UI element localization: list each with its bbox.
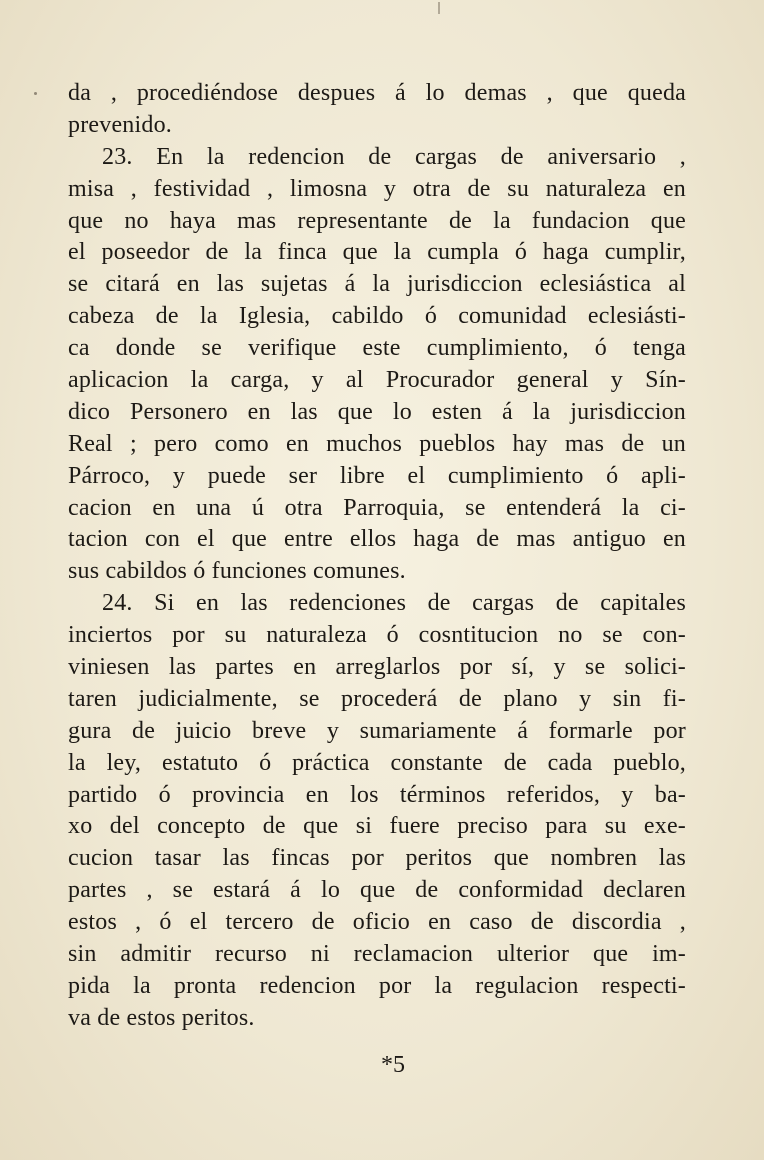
text-line: partido ó provincia en los términos referidos, y ba- xyxy=(68,781,686,808)
body-text xyxy=(68,78,686,1035)
text-line: tacion con el que entre ellos haga de mas antiguo en xyxy=(68,526,686,553)
text-line: da , procediéndose despues á lo demas , que queda xyxy=(68,80,686,106)
text-line: ca donde se verifique este cumplimiento, ó tenga xyxy=(68,335,686,362)
text-line: cabeza de la Iglesia, cabildo ó comunidad eclesiásti- xyxy=(68,303,686,330)
signature-label: *5 xyxy=(381,1052,405,1078)
text-line: la ley, estatuto ó práctica constante de cada pueblo, xyxy=(68,749,686,776)
text-line: misa , festividad , limosna y otra de su naturaleza en xyxy=(68,175,686,202)
text-line: prevenido. xyxy=(68,111,172,138)
ink-speck xyxy=(438,2,440,14)
text-line: partes , se estará á lo que de conformidad declaren xyxy=(68,877,686,904)
text-line: se citará en las sujetas á la jurisdiccion eclesiástica al xyxy=(68,271,686,298)
text-line: cucion tasar las fincas por peritos que nombren las xyxy=(68,845,686,872)
text-line: Real ; pero como en muchos pueblos hay mas de un xyxy=(68,430,686,457)
signature-mark xyxy=(0,1052,764,1079)
text-line: viniesen las partes en arreglarlos por sí, y se solici- xyxy=(68,654,686,681)
text-line: dico Personero en las que lo esten á la jurisdiccion xyxy=(68,398,686,425)
text-line: sus cabildos ó funciones comunes. xyxy=(68,558,406,585)
text-line: cacion en una ú otra Parroquia, se entenderá la ci- xyxy=(68,494,686,521)
text-line: aplicacion la carga, y al Procurador general y Sín- xyxy=(68,367,686,394)
paragraph-start-line: 23. En la redencion de cargas de aniversario , xyxy=(102,143,686,170)
text-line: sin admitir recurso ni reclamacion ulterior que im- xyxy=(68,941,686,968)
text-line: gura de juicio breve y sumariamente á formarle por xyxy=(68,717,686,744)
text-line: que no haya mas representante de la fundacion que xyxy=(68,207,686,234)
text-line: estos , ó el tercero de oficio en caso de discordia , xyxy=(68,909,686,936)
text-line: inciertos por su naturaleza ó cosntitucion no se con- xyxy=(68,622,686,649)
paragraph-start-line: 24. Si en las redenciones de cargas de capitales xyxy=(102,590,686,617)
text-line: Párroco, y puede ser libre el cumplimiento ó apli- xyxy=(68,462,686,489)
text-line: xo del concepto de que si fuere preciso para su exe- xyxy=(68,813,686,840)
text-line: pida la pronta redencion por la regulacion respecti- xyxy=(68,972,686,999)
text-line: el poseedor de la finca que la cumpla ó haga cumplir, xyxy=(68,239,686,266)
text-line: taren judicialmente, se procederá de plano y sin fi- xyxy=(68,685,686,712)
text-line: va de estos peritos. xyxy=(68,1004,255,1031)
ink-speck xyxy=(34,92,37,95)
